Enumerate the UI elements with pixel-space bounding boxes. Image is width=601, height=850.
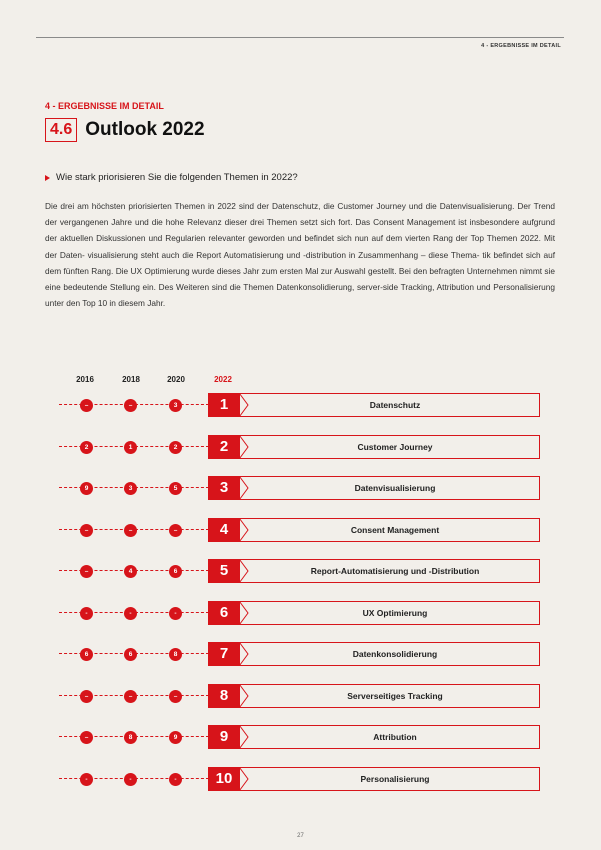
ranking-row <box>0 681 601 711</box>
body-line: Datenvisualisierung. Der Trend der vergangenen Jahre und die hohe Relevanz dieser drei Themen setzt <box>45 201 555 228</box>
previous-rank-dot-2018: – <box>124 524 137 537</box>
ranking-row <box>0 722 601 752</box>
previous-rank-dot-2016: - <box>80 607 93 620</box>
previous-rank-dot-2018: 4 <box>124 565 137 578</box>
previous-rank-dot-2016: 6 <box>80 648 93 661</box>
question-text: Wie stark priorisieren Sie die folgenden Themen in 2022? <box>56 172 298 183</box>
topic-label: Datenvisualisierung <box>354 483 436 493</box>
previous-rank-dot-2016: – <box>80 731 93 744</box>
body-line: gestellt. Bei den befragten Unternehmen nimmt sie eine bedeutende Stellung ein. Des Weiteren sind <box>45 265 555 293</box>
title-row <box>45 118 205 142</box>
previous-rank-dot-2020: - <box>169 773 182 786</box>
topic-label: Personalisierung <box>360 773 430 784</box>
running-head: 4 - ERGEBNISSE IM DETAIL <box>481 43 561 49</box>
section-label: 4 - ERGEBNISSE IM DETAIL <box>45 101 164 111</box>
ranking-row <box>0 764 601 794</box>
previous-rank-dot-2016: 9 <box>80 482 93 495</box>
topic-label: Serverseitiges Tracking <box>347 690 443 701</box>
body-text <box>45 198 555 311</box>
ranking-row <box>0 390 601 420</box>
current-rank-box: 2 <box>208 435 240 459</box>
topic-label: UX Optimierung <box>362 607 428 618</box>
previous-rank-dot-2020: 2 <box>169 441 182 454</box>
current-rank-box: 8 <box>208 684 240 708</box>
year-2020: 2020 <box>167 375 185 384</box>
body-line: sich fort. Das Consent Management ist insbesondere aufgrund der aktuellen Diskussionen und Regularien <box>45 217 555 244</box>
ranking-row <box>0 556 601 586</box>
previous-rank-dot-2016: 2 <box>80 441 93 454</box>
body-line: die Themen Datenkonsolidierung, server-side Tracking, Attribution und Personalisierung unter den Top 10 in <box>45 282 555 309</box>
previous-rank-dot-2016: - <box>80 773 93 786</box>
triangle-bullet-icon <box>45 175 50 181</box>
topic-label: Customer Journey <box>357 441 433 452</box>
current-rank-box: 4 <box>208 518 240 542</box>
previous-rank-dot-2018: - <box>124 607 137 620</box>
body-line: diesem Jahr. <box>118 298 166 309</box>
previous-rank-dot-2018: - <box>124 773 137 786</box>
previous-rank-dot-2018: – <box>124 690 137 703</box>
year-2018: 2018 <box>122 375 140 384</box>
body-line: Die drei am höchsten priorisierten Themen in 2022 sind der Datenschutz, die Customer Journey und die <box>45 201 437 211</box>
current-rank-box: 10 <box>208 767 240 791</box>
previous-rank-dot-2018: 1 <box>124 441 137 454</box>
page-title: Outlook 2022 <box>85 119 205 140</box>
current-rank-box: 9 <box>208 725 240 749</box>
previous-rank-dot-2020: - <box>169 607 182 620</box>
topic-label: Report-Automatisierung und -Distribution <box>310 566 480 576</box>
year-2022: 2022 <box>214 375 232 384</box>
previous-rank-dot-2018: 3 <box>124 482 137 495</box>
body-line: relevanter geworden und befindet sich nun auf dem vierten Rang der Top Themen 2022. Mit der Daten- <box>45 233 556 260</box>
previous-rank-dot-2020: 9 <box>169 731 182 744</box>
chapter-number: 4.6 <box>45 118 77 142</box>
topic-label: Datenschutz <box>369 400 421 410</box>
current-rank-box: 5 <box>208 559 240 583</box>
previous-rank-dot-2020: 8 <box>169 648 182 661</box>
current-rank-box: 1 <box>208 393 240 417</box>
previous-rank-dot-2020: – <box>169 690 182 703</box>
body-line: tik befindet sich auf dem fünften Rang. Die UX Optimierung wurde dieses Jahr zum ersten Mal zur Auswahl <box>45 249 556 276</box>
current-rank-box: 3 <box>208 476 240 500</box>
topic-label: Datenkonsolidierung <box>352 649 438 659</box>
topic-label: Consent Management <box>350 524 440 535</box>
top-rule <box>36 37 564 38</box>
ranking-row <box>0 639 601 669</box>
body-line: visualisierung steht auch die Report Automatisierung und -distribution in Zusammenhang – diese Thema- <box>87 249 480 260</box>
current-rank-box: 6 <box>208 601 240 625</box>
previous-rank-dot-2018: – <box>124 399 137 412</box>
previous-rank-dot-2018: 8 <box>124 731 137 744</box>
page-number: 27 <box>297 833 304 839</box>
ranking-row <box>0 473 601 503</box>
topic-label: Attribution <box>373 732 417 742</box>
previous-rank-dot-2020: 3 <box>169 399 182 412</box>
previous-rank-dot-2016: – <box>80 690 93 703</box>
ranking-row <box>0 515 601 545</box>
previous-rank-dot-2020: – <box>169 524 182 537</box>
current-rank-box: 7 <box>208 642 240 666</box>
ranking-row <box>0 598 601 628</box>
year-2016: 2016 <box>76 375 94 384</box>
previous-rank-dot-2020: 5 <box>169 482 182 495</box>
question <box>45 172 298 183</box>
previous-rank-dot-2018: 6 <box>124 648 137 661</box>
previous-rank-dot-2016: – <box>80 565 93 578</box>
ranking-row <box>0 432 601 462</box>
previous-rank-dot-2016: – <box>80 524 93 537</box>
previous-rank-dot-2016: – <box>80 399 93 412</box>
previous-rank-dot-2020: 6 <box>169 565 182 578</box>
